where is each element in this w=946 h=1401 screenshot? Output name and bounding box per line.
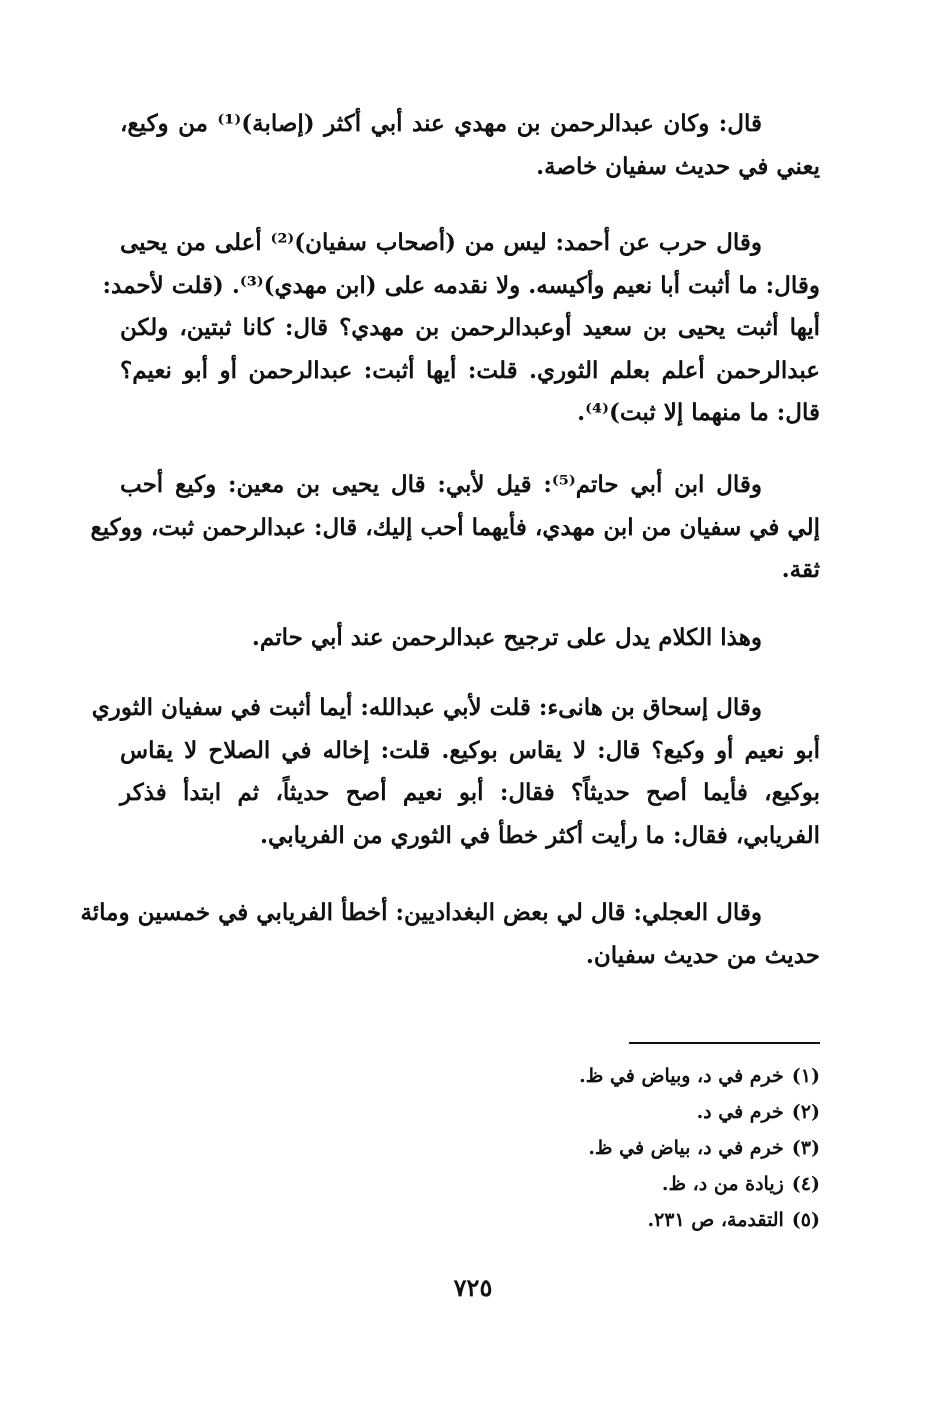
page-number: ٧٢٥: [453, 1273, 493, 1302]
footnote-number: (٢): [791, 1101, 820, 1123]
text-line: عبدالرحمن أعلم بعلم الثوري. قلت: أيها أثبت: عبدالرحمن أو أبو نعيم؟: [120, 356, 820, 384]
text-line: وقال ابن أبي حاتم⁽⁵⁾: قيل لأبي: قال يحيى بن معين: وكيع أحب: [120, 471, 763, 498]
footnote-text: خرم في د.: [696, 1101, 784, 1123]
footnote-number: (٣): [791, 1137, 820, 1159]
text-line: وقال: ما أثبت أبا نعيم وأكيسه. ولا نقدمه على (ابن مهدي)⁽³⁾. (قلت لأحمد:: [102, 271, 820, 299]
footnote-number: (٥): [791, 1209, 820, 1231]
paragraph-3: [90, 464, 820, 592]
paragraph-5: [91, 687, 820, 857]
paragraph-6: [80, 892, 820, 977]
text-line: وقال إسحاق بن هانىء: قلت لأبي عبدالله: أيما أثبت في سفيان الثوري: [91, 694, 762, 721]
footnote-text: التقدمة، ص ٢٣١.: [647, 1209, 784, 1231]
paragraph-4: [120, 617, 820, 660]
footnote-item: [420, 1166, 820, 1202]
footnote-text: خرم في د، بياض في ظ.: [588, 1137, 784, 1159]
footnote-item: [420, 1058, 820, 1094]
text-line: وقال حرب عن أحمد: ليس من (أصحاب سفيان)⁽²⁾ أعلى من يحيى: [120, 229, 762, 256]
footnote-item: [420, 1130, 820, 1166]
text-line: ثقة.: [781, 556, 820, 583]
text-line: أبو نعيم أو وكيع؟ قال: لا يقاس بوكيع. قلت: إخاله في الصلاح لا يقاس: [120, 736, 820, 764]
footnotes-list: [420, 1058, 820, 1238]
footnote-number: (٤): [791, 1173, 820, 1195]
footnote-item: [420, 1094, 820, 1130]
text-line: الفريابي، فقال: ما رأيت أكثر خطأ في الثوري من الفريابي.: [260, 821, 820, 849]
footnote-item: [420, 1202, 820, 1238]
text-line: قال: ما منهما إلا ثبت)⁽⁴⁾.: [577, 399, 820, 426]
footnote-text: زيادة من د، ظ.: [661, 1173, 784, 1195]
text-line: يعني في حديث سفيان خاصة.: [536, 152, 820, 180]
text-line: إلي في سفيان من ابن مهدي، فأيهما أحب إليك، قال: عبدالرحمن ثبت، ووكيع: [90, 513, 820, 541]
text-line: وقال العجلي: قال لي بعض البغداديين: أخطأ الفريابي في خمسين ومائة: [80, 899, 762, 926]
text-line: أيها أثبت يحيى بن سعيد أوعبدالرحمن بن مهدي؟ قال: كانا ثبتين، ولكن: [120, 314, 820, 341]
footnote-number: (١): [791, 1065, 820, 1087]
paragraph-1: [120, 103, 820, 188]
text-line: قال: وكان عبدالرحمن بن مهدي عند أبي أكثر (إصابة)⁽¹⁾ من وكيع،: [120, 110, 763, 137]
footnote-divider: [629, 1042, 820, 1044]
text-line: بوكيع، فأيما أصح حديثاً؟ فقال: أبو نعيم أصح حديثاً، ثم ابتدأ فذكر: [120, 779, 820, 806]
text-line: حديث من حديث سفيان.: [585, 941, 820, 969]
text-line: وهذا الكلام يدل على ترجيح عبدالرحمن عند أبي حاتم.: [251, 624, 762, 651]
paragraph-2: [102, 222, 820, 435]
footnote-text: خرم في د، وبياض في ظ.: [579, 1065, 784, 1087]
